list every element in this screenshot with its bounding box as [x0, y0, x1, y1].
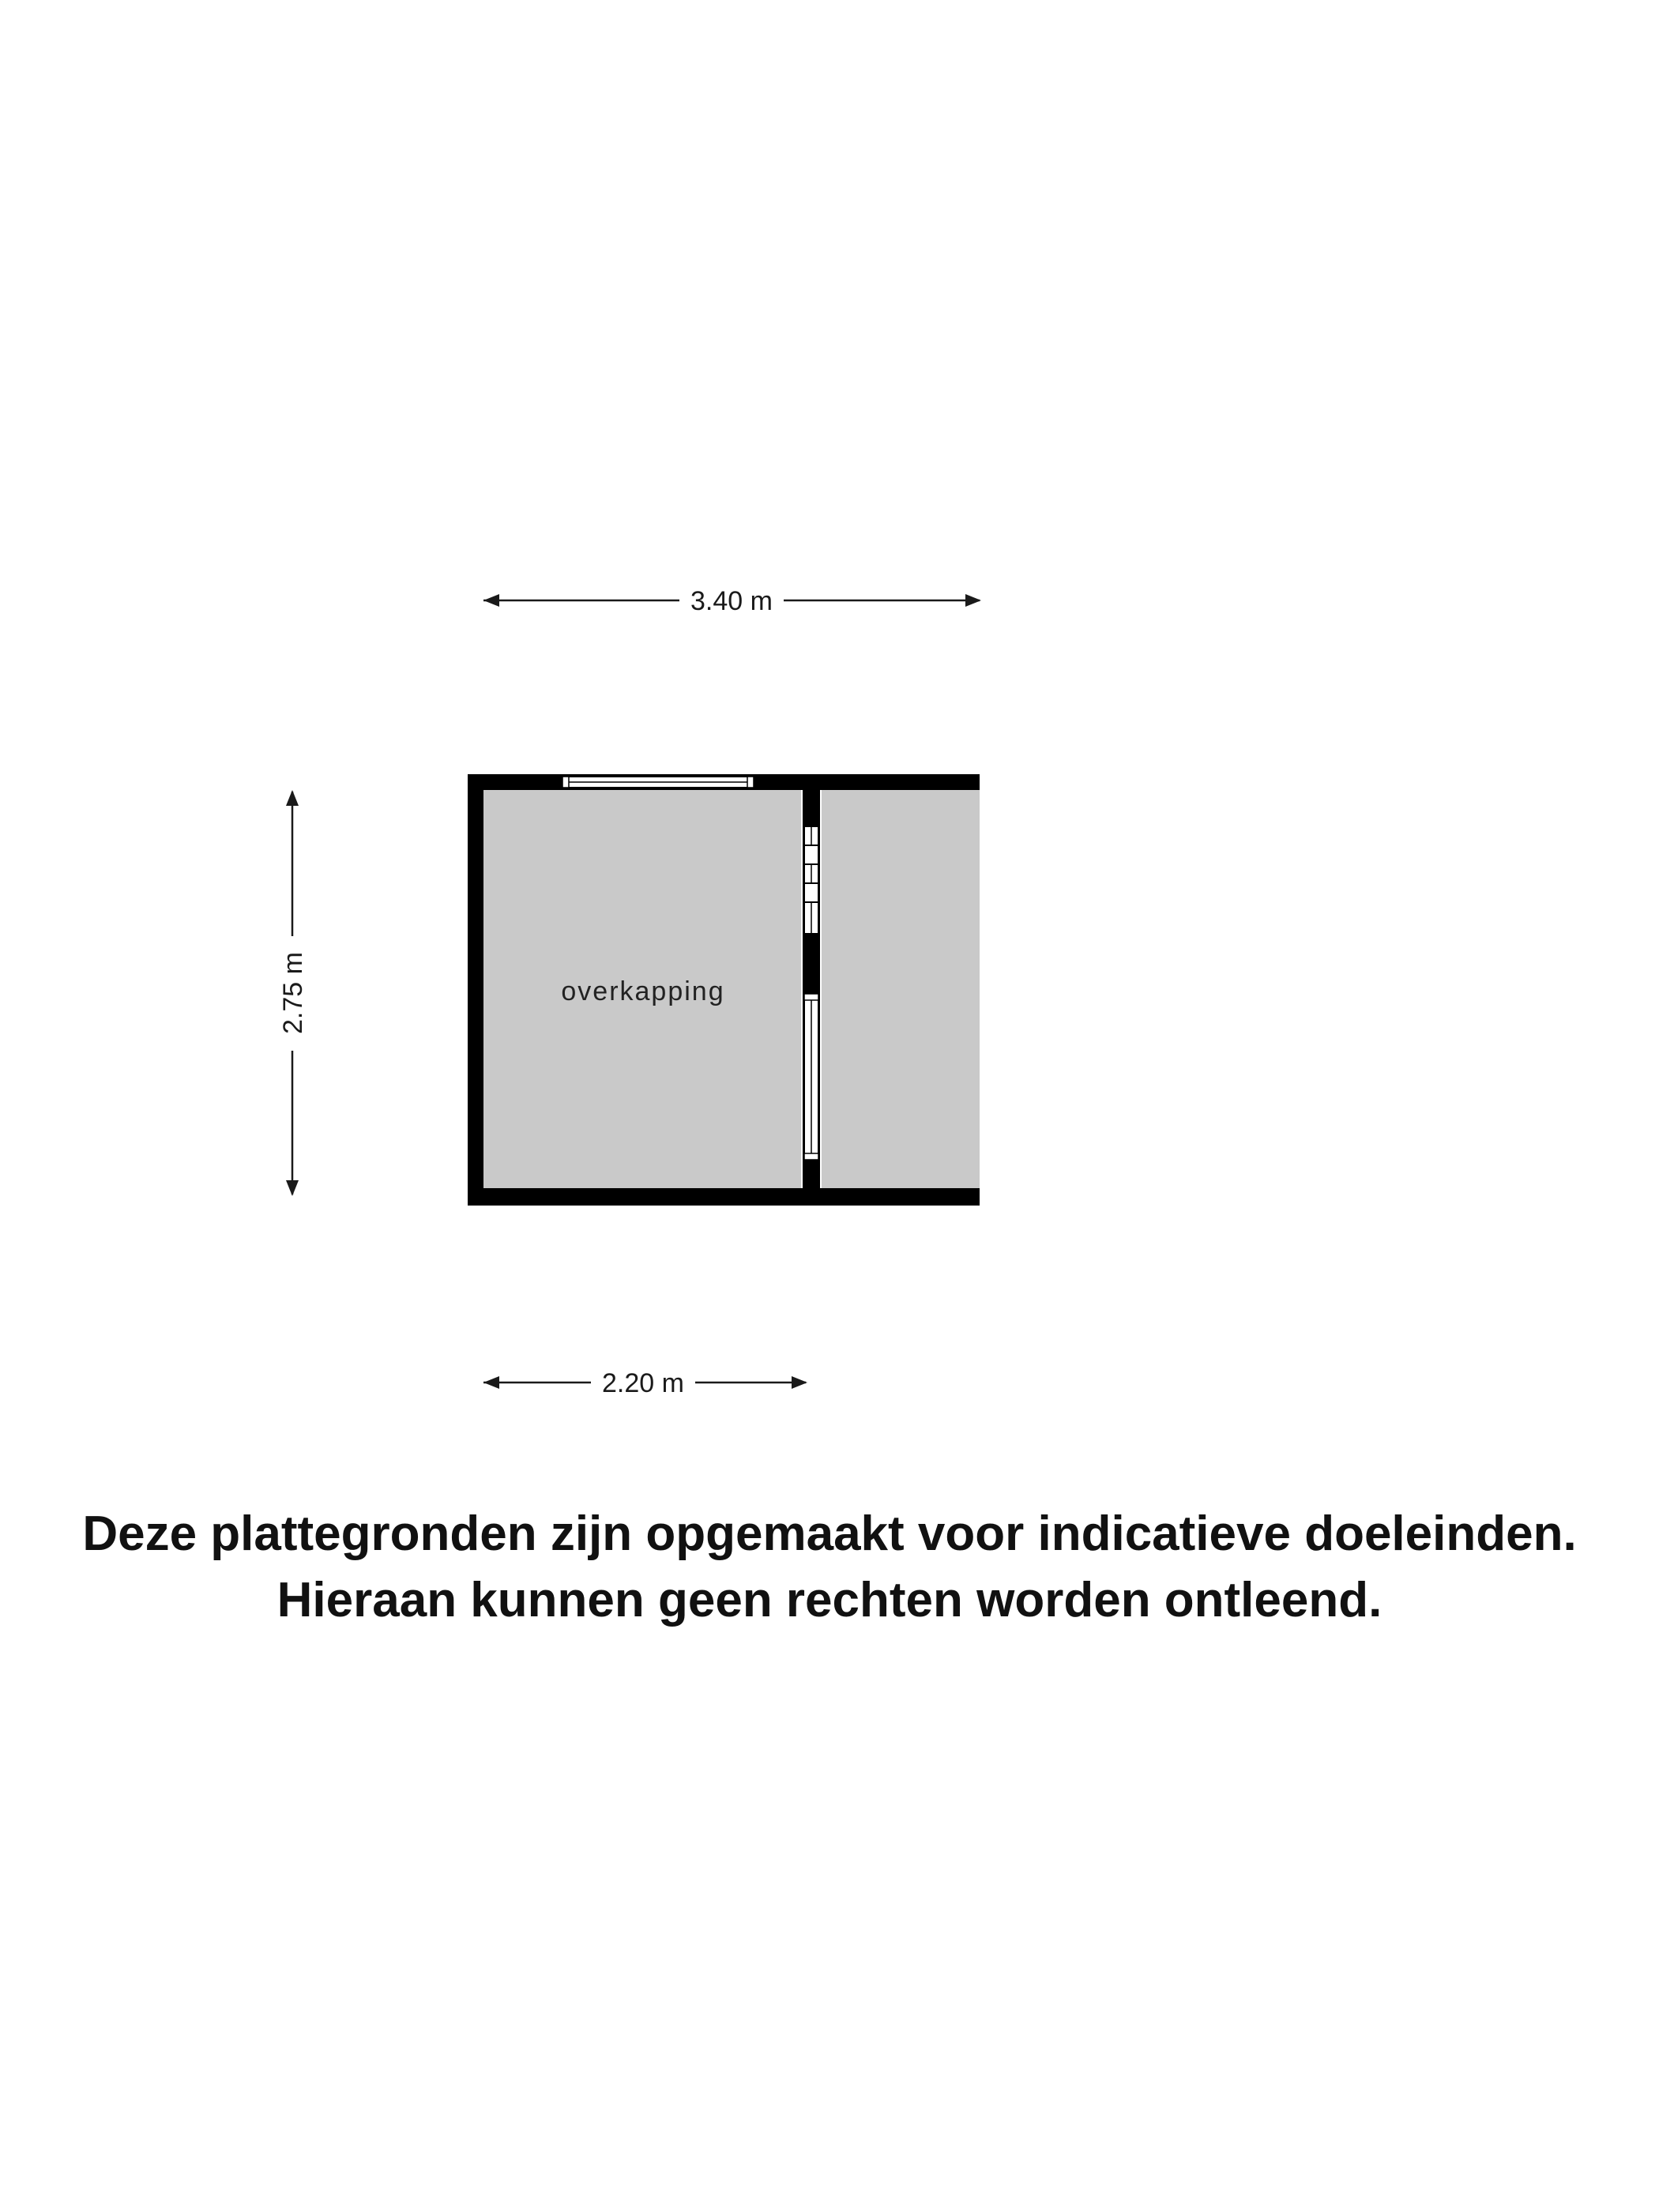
arrow-right-icon [792, 1376, 807, 1389]
dimension-left-label: 2.75 m [278, 952, 308, 1034]
dimension-top-label: 3.40 m [690, 586, 773, 616]
opening-middle-upper [804, 826, 818, 934]
dimension-top [483, 586, 981, 616]
arrow-up-icon [286, 790, 299, 806]
disclaimer [0, 1501, 1659, 1634]
arrow-left-icon [483, 594, 499, 607]
disclaimer-line-1: Deze plattegronden zijn opgemaakt voor indicatieve doeleinden. [82, 1507, 1577, 1561]
dimension-bottom [483, 1368, 807, 1398]
disclaimer-line-2: Hieraan kunnen geen rechten worden ontleend. [276, 1573, 1382, 1627]
arrow-down-icon [286, 1180, 299, 1196]
dimension-left [278, 790, 308, 1196]
arrow-left-icon [483, 1376, 499, 1389]
side-area-floor [822, 790, 980, 1188]
window-top [562, 777, 754, 788]
room-label-overkapping: overkapping [561, 976, 725, 1006]
dimension-bottom-label: 2.20 m [602, 1368, 684, 1398]
arrow-right-icon [965, 594, 981, 607]
window-middle-lower [804, 994, 818, 1160]
